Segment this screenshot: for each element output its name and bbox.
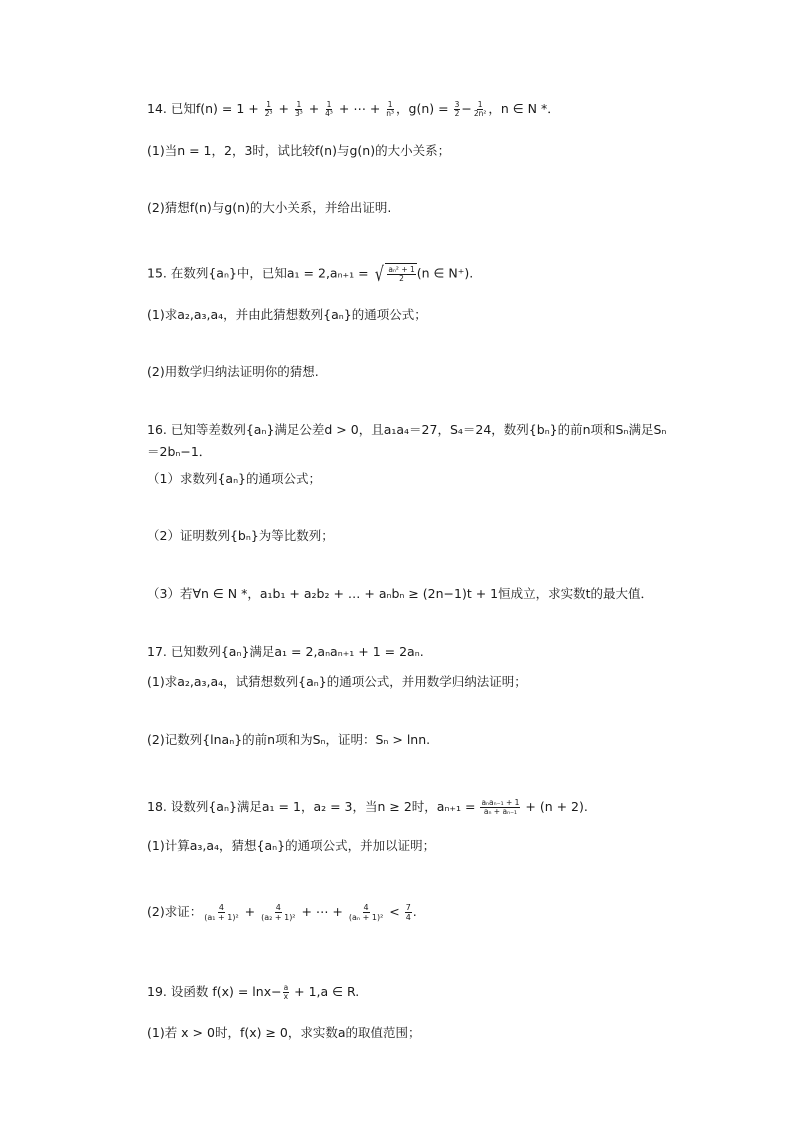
problem-16-part-2: （2）证明数列{bₙ}为等比数列；: [147, 528, 334, 543]
problem-14-part-2: (2)猜想f(n)与g(n)的大小关系，并给出证明.: [147, 200, 392, 215]
problem-16-part-1: （1）求数列{aₙ}的通项公式；: [147, 471, 321, 486]
fraction: $\frac{1}{\text{3³}}$: [294, 100, 303, 118]
problem-17-part-2: (2)记数列{lnaₙ}的前n项和为Sₙ，证明：Sₙ > lnn.: [147, 732, 431, 747]
fraction: $\frac{1}{\text{2n²}}$: [473, 100, 487, 118]
fraction: $\frac{7}{4}$: [405, 903, 411, 922]
problem-18-part-2: (2)求证： $\frac{4}{\text{(a₁ + 1)²}}$ + $\frac{4}{\text{(a₂ + 1)²}}$ + ⋯ + $\frac{4}{\text{(aₙ + 1)²}}$ < $\frac{7}{4}$ .: [147, 903, 417, 922]
fraction: $\frac{4}{\text{(aₙ + 1)²}}$: [348, 903, 384, 922]
fraction: $\frac{3}{2}$: [454, 100, 460, 118]
fraction: $\frac{1}{\text{4³}}$: [325, 100, 333, 118]
fraction: $\frac{a}{x}$: [283, 983, 289, 1001]
problem-14-stem: 14. 已知f(n) = 1 + $\frac{1}{\text{2³}}$ + $\frac{1}{\text{3³}}$ + $\frac{1}{\text{4³}}$ + ⋯ + $\frac{1}{\text{n³}}$ ，g(n) = $\frac{3}{2}$ − $\frac{1}{\text{2n²}}$ ，n ∈ N *．: [147, 100, 560, 118]
problem-16-stem-line-1: 16. 已知等差数列{aₙ}满足公差d > 0，且a₁a₄＝27，S₄＝24，数列{bₙ}的前n项和Sₙ满足Sₙ: [147, 422, 667, 437]
problem-14-part-1: (1)当n = 1，2，3时，试比较f(n)与g(n)的大小关系；: [147, 143, 451, 158]
fraction: $\frac{1}{\text{2³}}$: [264, 100, 273, 118]
fraction: $\frac{1}{\text{n³}}$: [386, 100, 395, 118]
problem-18-part-1: (1)计算a₃,a₄，猜想{aₙ}的通项公式，并加以证明；: [147, 838, 436, 853]
problem-15-part-2: (2)用数学归纳法证明你的猜想.: [147, 364, 319, 379]
problem-18-stem: 18. 设数列{aₙ}满足a₁ = 1，a₂ = 3，当n ≥ 2时，aₙ₊₁ = $\frac{\text{aₙaₙ₋₁ + 1}}{\text{aₙ + aₙ₋₁}}$ + (n + 2).: [147, 798, 588, 816]
problem-16-part-3: （3）若∀n ∈ N *，a₁b₁ + a₂b₂ + … + aₙbₙ ≥ (2n−1)t + 1恒成立，求实数t的最大值．: [147, 586, 654, 601]
problem-15-stem: 15. 在数列{aₙ}中，已知a₁ = 2,aₙ₊₁ = √ $\frac{\text{aₙ² + 1}}{2}$ (n ∈ N⁺).: [147, 262, 474, 286]
problem-17-stem: 17. 已知数列{aₙ}满足a₁ = 2,aₙaₙ₊₁ + 1 = 2aₙ.: [147, 644, 424, 659]
square-root: √ $\frac{\text{aₙ² + 1}}{2}$: [374, 262, 415, 286]
p14-prefix: 14. 已知f(n) = 1 +: [147, 101, 263, 116]
fraction: $\frac{4}{\text{(a₁ + 1)²}}$: [204, 903, 239, 922]
problem-17-part-1: (1)求a₂,a₃,a₄，试猜想数列{aₙ}的通项公式，并用数学归纳法证明；: [147, 674, 527, 689]
problem-16-stem-line-2: ＝2bₙ−1．: [147, 444, 212, 459]
fraction: $\frac{4}{\text{(a₂ + 1)²}}$: [261, 903, 296, 922]
problem-19-stem: 19. 设函数 f(x) = lnx− $\frac{a}{x}$ + 1,a ∈ R.: [147, 983, 360, 1001]
problem-19-part-1: (1)若 x > 0时，f(x) ≥ 0，求实数a的取值范围；: [147, 1025, 421, 1040]
fraction: $\frac{\text{aₙaₙ₋₁ + 1}}{\text{aₙ + aₙ₋₁}}$: [481, 798, 520, 816]
problem-15-part-1: (1)求a₂,a₃,a₄，并由此猜想数列{aₙ}的通项公式；: [147, 307, 427, 322]
